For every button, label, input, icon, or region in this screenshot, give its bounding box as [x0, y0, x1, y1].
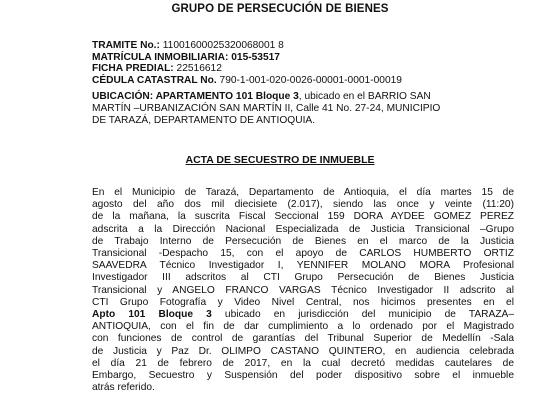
body-line: de la mañana, la suscrita Fiscal Seccional 159 DORA AYDEE GOMEZ PÉREZ	[92, 211, 514, 223]
body-line: Investigador III adscritos al CTI Grupo Persecución de Bienes Justicia	[92, 272, 514, 284]
ficha-value: 22516612	[176, 63, 222, 75]
ubicacion-line-1	[92, 91, 512, 103]
tramite-row	[92, 40, 512, 52]
body-line: el día 21 de febrero de 2017, en la cual decretó medidas cautelares de	[92, 357, 514, 369]
acta-title	[0, 154, 560, 166]
ubicacion-line-2: MARTÍN –URBANIZACIÓN SAN MARTÍN II, Calle 41 No. 27-24, MUNICIPIO	[92, 103, 441, 114]
body-line	[92, 309, 514, 321]
body-line: Embargo, Secuestro y Suspensión del poder dispositivo sobre el inmueble	[92, 370, 514, 382]
acta-title-text: ACTA DE SECUESTRO DE INMUEBLE	[185, 154, 375, 166]
page-header: GRUPO DE PERSECUCIÓN DE BIENES	[171, 3, 389, 15]
ubicacion-label: UBICACIÓN: APARTAMENTO 101 Bloque 3	[92, 91, 299, 102]
tramite-value: 11001600025320068001 8	[162, 40, 284, 51]
body-line: de Trabajo Interno de Persecución de Bienes en el marco de la Justicia	[92, 235, 514, 247]
body-line: atrás referido.	[92, 382, 155, 394]
body-line: En el Municipio de Tarazá, Departamento de Antioquia, el día martes 15 de	[92, 187, 514, 198]
body-line: CTI Grupo Fotografía y Video Nivel Central, nos hicimos presentes en el	[92, 296, 514, 308]
apto-bold: Apto 101 Bloque 3	[92, 309, 212, 321]
matricula-label: MATRÍCULA INMOBILIARIA:	[92, 51, 229, 63]
ubicacion-line1-rest: , ubicado en el BARRIO SAN	[298, 91, 431, 102]
property-fields	[92, 40, 512, 86]
ficha-row	[92, 63, 512, 75]
cedula-value: 790-1-001-020-0026-00001-0001-00019	[219, 74, 402, 86]
matricula-value: 015-53517	[231, 51, 280, 63]
body-line: de Justicia y Paz Dr. OLIMPO CASTAÑO QUINTERO, en audiencia celebrada	[92, 345, 514, 357]
body-line: adscrita a la Dirección Nacional Especializada de Justicia Transicional –Grupo	[92, 223, 514, 235]
acta-body	[92, 187, 514, 394]
cedula-row	[92, 75, 512, 87]
ficha-label: FICHA PREDIAL:	[92, 63, 174, 75]
matricula-row	[92, 52, 512, 64]
cedula-label: CÉDULA CATASTRAL No.	[92, 74, 217, 86]
ubicacion-line-3: DE TARAZÁ, DEPARTAMENTO DE ANTIOQUIA.	[92, 115, 316, 126]
ubicacion-block	[92, 91, 512, 127]
body-line: agosto del año dos mil diecisiete (2.017), siendo las once y veinte (11:20)	[92, 199, 514, 211]
body-line: SAAVEDRA Técnico Investigador I, YENNIFER MOLANO MORA Profesional	[92, 260, 514, 272]
body-line: ANTIOQUIA, con el fin de dar cumplimiento a lo ordenado por el Magistrado	[92, 321, 514, 333]
body-line: Transicional -Despacho 15, con el apoyo de CARLOS HUMBERTO ORTIZ	[92, 248, 514, 260]
body-line: con funciones de control de garantías del Tribunal Superior de Medellín -Sala	[92, 333, 514, 345]
body-line-rest: ubicado en jurisdicción del municipio de TARAZÁ–	[211, 309, 514, 321]
tramite-label: TRAMITE No.:	[92, 40, 160, 51]
body-line: Transicional y ANGELO FRANCO VARGAS Técnico Investigador II adscrito al	[92, 284, 514, 296]
